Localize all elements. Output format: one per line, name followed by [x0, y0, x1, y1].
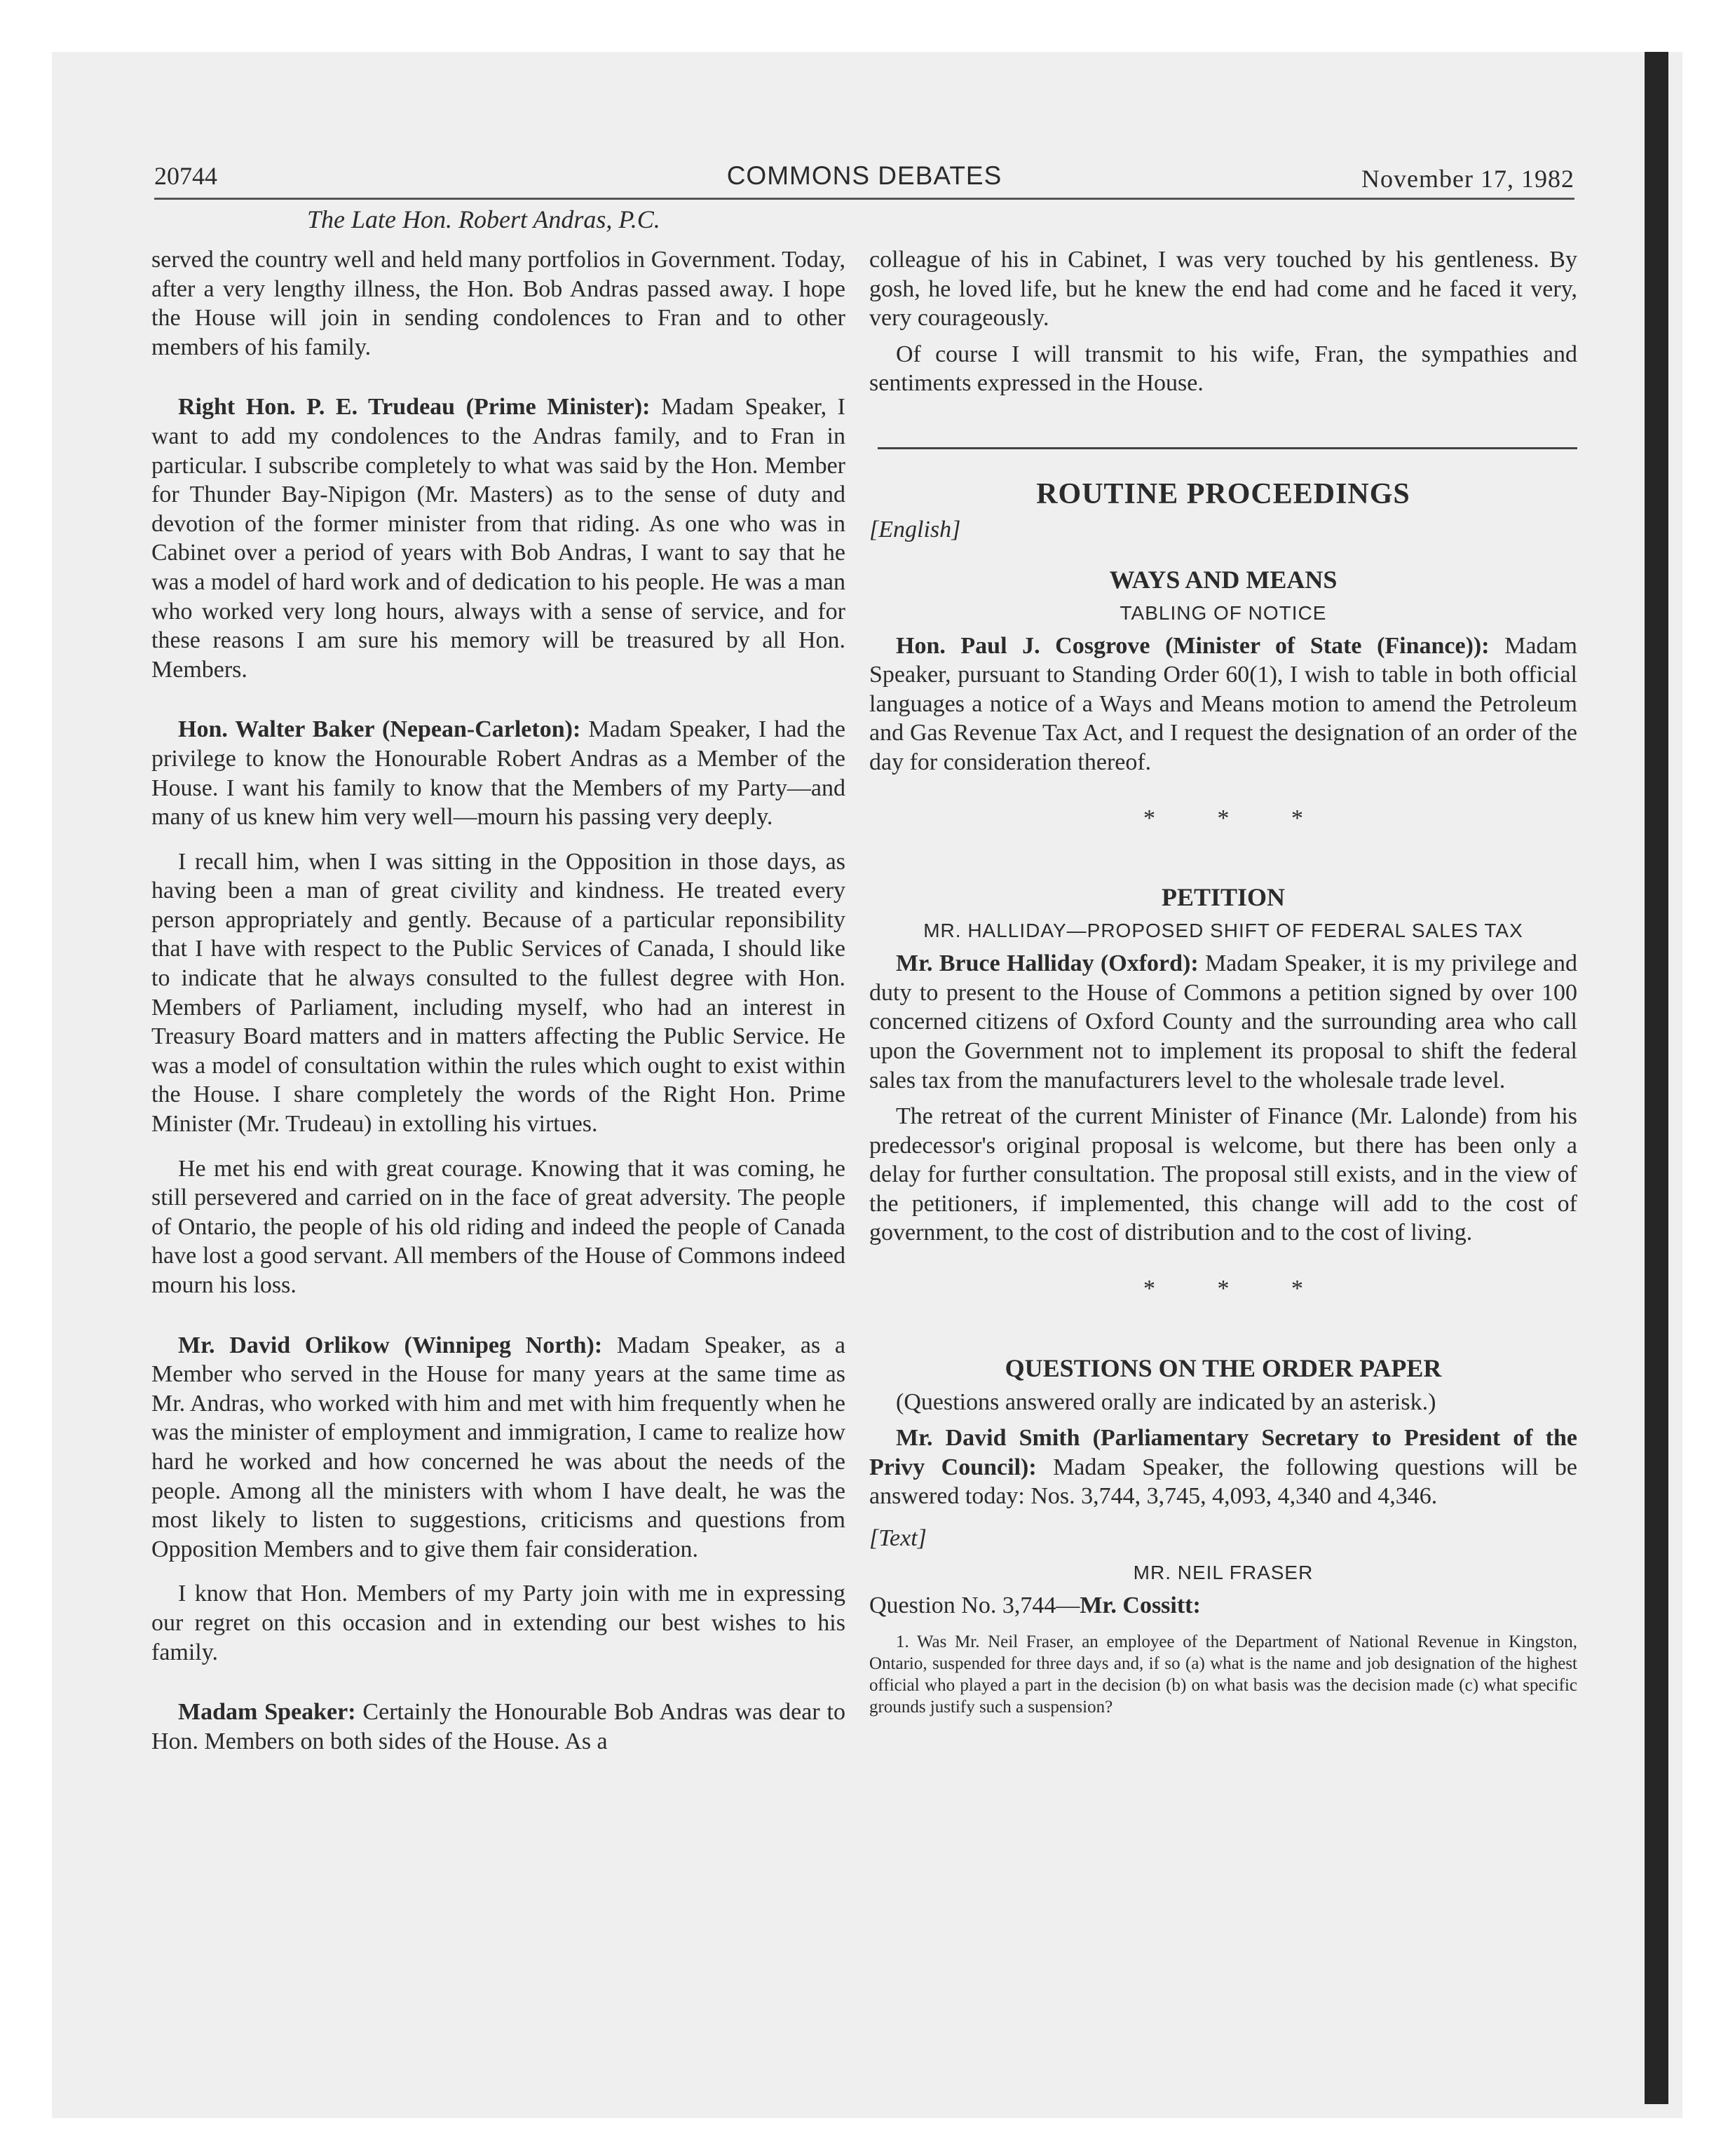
paragraph: I know that Hon. Members of my Party join with me in expressing our regret on this occasion and in extending our best wishes to his family. — [151, 1581, 845, 1665]
speech-text: Madam Speaker, I want to add my condolences to the Andras family, and to Fran in particular. I subscribe completely to what was said by the Hon. Member for Thunder Bay-Nipigon (Mr. Masters) as to the sense of duty and devotion of the former minister from that riding. As one who was in Cabinet over a period of years with Bob Andras, I want to say that he was a model of hard work and of dedication to his people. He was a man who worked very long hours, always with a sense of service, and for these reasons I am sure his memory will be treasured by all Hon. Members. — [151, 394, 845, 683]
left-column — [151, 245, 845, 1763]
subheading: MR. NEIL FRASER — [1133, 1561, 1314, 1583]
speech-text: Certainly the Honourable Bob Andras was dear to Hon. Members on both sides of the House. As a — [151, 1699, 845, 1754]
question-body: 1. Was Mr. Neil Fraser, an employee of the Department of National Revenue in Kingston, Ontario, suspended for three days and, if so (a) what is the name and job designation of the highest official who played a part in the decision (b) on what basis was the decision made (c) what specific grounds justify such a suspension? — [869, 1632, 1577, 1717]
section-heading: ROUTINE PROCEEDINGS — [1036, 477, 1410, 510]
right-column — [869, 245, 1577, 1725]
speaker-name: Right Hon. P. E. Trudeau (Prime Minister): — [178, 394, 651, 421]
speech-text: Madam Speaker, I had the privilege to know the Honourable Robert Andras as a Member of the House. I want his family to know that the Members of my Party—and many of us knew him very well—mourn his passing very deeply. — [151, 716, 846, 831]
speech-trudeau — [151, 393, 845, 684]
speech-cosgrove — [869, 632, 1577, 777]
paragraph: Of course I will transmit to his wife, Fran, the sympathies and sentiments expressed in the House. — [869, 341, 1577, 397]
question-number: Question No. 3,744— — [869, 1592, 1080, 1618]
language-marker: [English] — [869, 516, 961, 543]
question-asker: Mr. Cossitt: — [1080, 1592, 1201, 1618]
speech-text: Madam Speaker, as a Member who served in the House for many years at the same time as Mr. Andras, who worked with him and met with him frequently when he was the minister of employment and immigration, I came to realize how hard he worked and how concerned he was about the needs of the people. Among all the ministers with whom I have dealt, he was the most likely to listen to suggestions, criticisms and questions from Opposition Members and to give them fair consideration. — [151, 1332, 845, 1562]
speaker-name: Hon. Walter Baker (Nepean-Carleton): — [178, 716, 581, 743]
speech-text: Madam Speaker, it is my privilege and duty to present to the House of Commons a petition signed by over 100 concerned citizens of Oxford County and the surrounding area who call upon the Government not to implement its proposal to shift the federal sales tax from the manufacturers level to the wholesale trade level. — [869, 950, 1578, 1093]
page-number: 20744 — [154, 162, 217, 190]
speech-text: Madam Speaker, pursuant to Standing Order 60(1), I wish to table in both official languages a notice of a Ways and Means motion to amend the Petroleum and Gas Revenue Tax Act, and I request the designation of an order of the day for consideration thereof. — [869, 632, 1577, 775]
language-marker: [Text] — [869, 1525, 927, 1552]
separator-stars: * * * — [1143, 805, 1331, 831]
subheading: MR. HALLIDAY—PROPOSED SHIFT OF FEDERAL SALES TAX — [923, 920, 1523, 942]
paragraph: (Questions answered orally are indicated by an asterisk.) — [896, 1389, 1436, 1415]
speech-halliday — [869, 949, 1577, 1095]
speech-orlikow — [151, 1331, 845, 1564]
scan-edge-bar — [1645, 52, 1668, 2104]
speech-madam-speaker — [151, 1698, 845, 1756]
speech-smith — [869, 1424, 1577, 1511]
speaker-name: Mr. David Orlikow (Winnipeg North): — [178, 1332, 603, 1358]
separator-stars: * * * — [1143, 1276, 1331, 1302]
speaker-name: Hon. Paul J. Cosgrove (Minister of State (Finance)): — [896, 632, 1490, 659]
speech-text: Madam Speaker, the following questions will be answered today: Nos. 3,744, 3,745, 4,093, 4,340 and 4,346. — [869, 1454, 1577, 1510]
paragraph: colleague of his in Cabinet, I was very touched by his gentleness. By gosh, he loved life, but he knew the end had come and he faced it very, very courageously. — [869, 247, 1577, 332]
running-head: The Late Hon. Robert Andras, P.C. — [307, 205, 660, 233]
question-line — [869, 1591, 1577, 1621]
subheading: TABLING OF NOTICE — [1120, 601, 1327, 624]
paragraph: I recall him, when I was sitting in the Opposition in those days, as having been a man of great civility and kindness. He treated every person appropriately and gently. Because of a particular reponsibility that I have with respect to the Public Services of Canada, I should like to indicate that he always consulted to the fullest degree with Hon. Members of Parliament, including myself, who had an interest in Treasury Board matters and in matters affecting the Public Service. He was a model of consultation within the rules which ought to exist within the House. I share completely the words of the Right Hon. Prime Minister (Mr. Trudeau) in extolling his virtues. — [151, 848, 845, 1138]
subsection-heading: QUESTIONS ON THE ORDER PAPER — [1005, 1353, 1442, 1382]
speaker-name: Madam Speaker: — [178, 1699, 356, 1726]
subsection-heading: WAYS AND MEANS — [1109, 565, 1338, 594]
paragraph: served the country well and held many portfolios in Government. Today, after a very lengthy illness, the Hon. Bob Andras passed away. I hope the House will join in sending condolences to Fran and to other members of his family. — [151, 247, 845, 360]
subsection-heading: PETITION — [1161, 883, 1286, 912]
publication-title: COMMONS DEBATES — [726, 161, 1002, 190]
paragraph: He met his end with great courage. Knowing that it was coming, he still persevered and carried on in the face of great adversity. The people of Ontario, the people of his old riding and indeed the people of Canada have lost a good servant. All members of the House of Commons indeed mourn his loss. — [151, 1155, 845, 1298]
page-date: November 17, 1982 — [1361, 165, 1574, 193]
speaker-name: Mr. Bruce Halliday (Oxford): — [896, 950, 1199, 977]
section-divider — [878, 447, 1577, 449]
page-header — [154, 158, 1574, 200]
speaker-name: Mr. David Smith (Parliamentary Secretary to President of the Privy Council): — [869, 1425, 1577, 1480]
paragraph: The retreat of the current Minister of Finance (Mr. Lalonde) from his predecessor's original proposal is welcome, but there has been only a delay for further consultation. The proposal still exists, and in the view of the petitioners, if implemented, this change will add to the cost of government, to the cost of distribution and to the cost of living. — [869, 1103, 1577, 1246]
speech-baker — [151, 715, 845, 831]
